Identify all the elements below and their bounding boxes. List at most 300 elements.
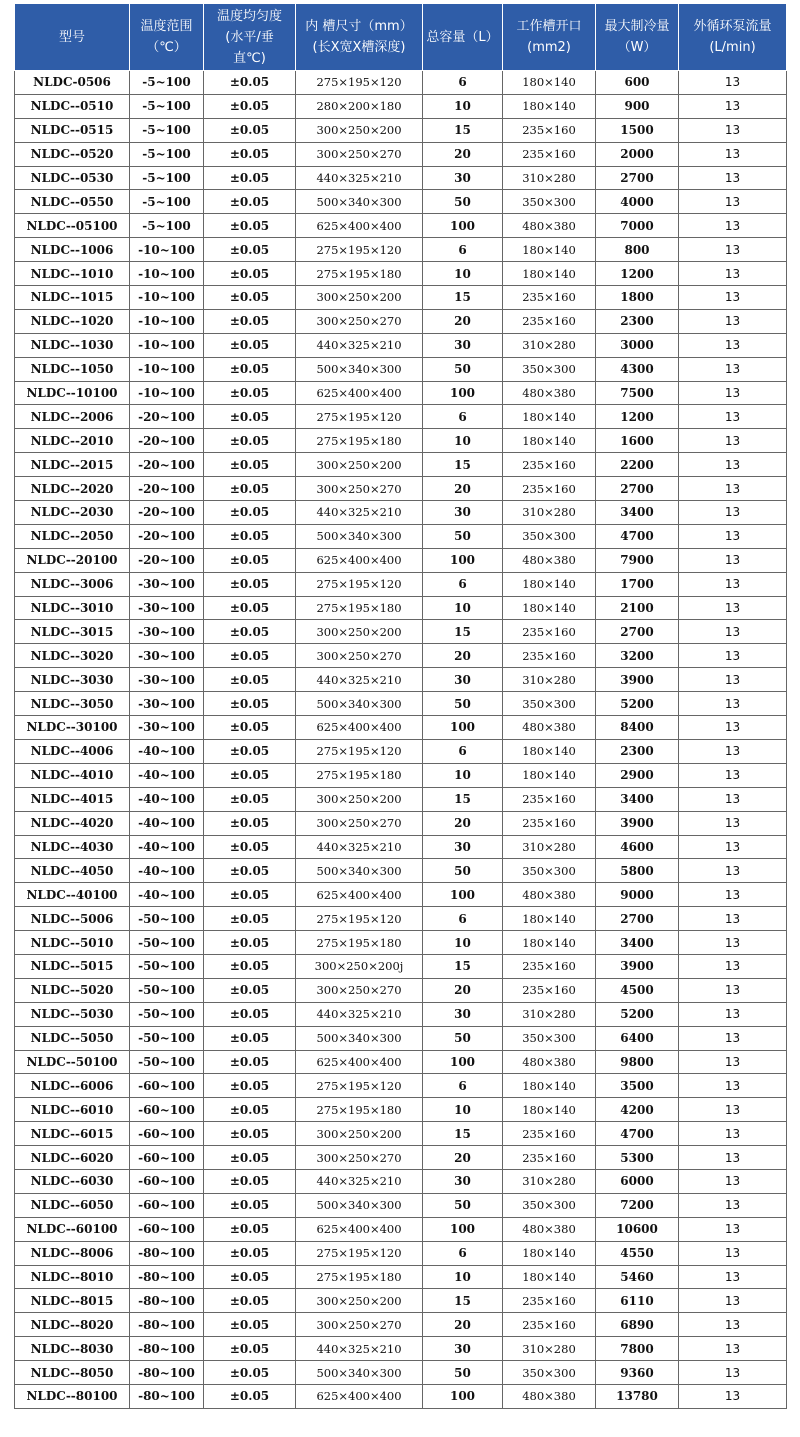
opening-cell: 480×380 [503,1384,596,1408]
capacity-cell: 15 [423,620,503,644]
inner-size-cell: 300×250×270 [296,309,423,333]
pump-flow-cell: 13 [679,1217,787,1241]
cooling-cell: 5300 [596,1146,679,1170]
inner-size-cell: 440×325×210 [296,1337,423,1361]
capacity-cell: 15 [423,1122,503,1146]
inner-size-cell: 275×195×180 [296,429,423,453]
inner-size-cell: 625×400×400 [296,548,423,572]
model-cell: NLDC--0510 [15,94,130,118]
pump-flow-cell: 13 [679,286,787,310]
inner-size-cell: 440×325×210 [296,501,423,525]
pump-flow-cell: 13 [679,1361,787,1385]
temp-range-cell: -20~100 [130,405,204,429]
table-body [15,71,787,1409]
cooling-cell: 2100 [596,596,679,620]
inner-size-cell: 500×340×300 [296,357,423,381]
table-row [15,429,787,453]
cooling-cell: 4550 [596,1241,679,1265]
opening-cell: 180×140 [503,94,596,118]
uniformity-cell: ±0.05 [204,309,296,333]
inner-size-cell: 440×325×210 [296,1169,423,1193]
cooling-cell: 2700 [596,907,679,931]
temp-range-cell: -80~100 [130,1313,204,1337]
temp-range-cell: -40~100 [130,763,204,787]
cooling-cell: 7500 [596,381,679,405]
uniformity-cell: ±0.05 [204,763,296,787]
opening-cell: 235×160 [503,1289,596,1313]
uniformity-cell: ±0.05 [204,214,296,238]
opening-cell: 235×160 [503,1313,596,1337]
temp-range-cell: -10~100 [130,262,204,286]
uniformity-cell: ±0.05 [204,1193,296,1217]
pump-flow-cell: 13 [679,859,787,883]
pump-flow-cell: 13 [679,429,787,453]
model-cell: NLDC--3050 [15,692,130,716]
pump-flow-cell: 13 [679,692,787,716]
opening-cell: 480×380 [503,214,596,238]
cooling-cell: 9800 [596,1050,679,1074]
uniformity-cell: ±0.05 [204,1337,296,1361]
capacity-cell: 30 [423,501,503,525]
cooling-cell: 3900 [596,811,679,835]
pump-flow-cell: 13 [679,1098,787,1122]
table-row [15,214,787,238]
uniformity-cell: ±0.05 [204,620,296,644]
table-row [15,1169,787,1193]
cooling-cell: 1700 [596,572,679,596]
model-cell: NLDC--4050 [15,859,130,883]
header-cooling [596,4,679,71]
inner-size-cell: 500×340×300 [296,1026,423,1050]
uniformity-cell: ±0.05 [204,238,296,262]
inner-size-cell: 275×195×180 [296,931,423,955]
model-cell: NLDC--1010 [15,262,130,286]
pump-flow-cell: 13 [679,954,787,978]
inner-size-cell: 625×400×400 [296,1050,423,1074]
table-row [15,1241,787,1265]
model-cell: NLDC--2015 [15,453,130,477]
inner-size-cell: 275×195×120 [296,1074,423,1098]
temp-range-cell: -50~100 [130,954,204,978]
capacity-cell: 15 [423,787,503,811]
temp-range-cell: -30~100 [130,596,204,620]
table-row [15,166,787,190]
pump-flow-cell: 13 [679,620,787,644]
uniformity-cell: ±0.05 [204,501,296,525]
uniformity-cell: ±0.05 [204,811,296,835]
table-row [15,763,787,787]
opening-cell: 235×160 [503,620,596,644]
table-header [15,4,787,71]
opening-cell: 235×160 [503,787,596,811]
table-row [15,620,787,644]
capacity-cell: 10 [423,763,503,787]
uniformity-cell: ±0.05 [204,477,296,501]
temp-range-cell: -30~100 [130,620,204,644]
header-row [15,4,787,71]
cooling-cell: 2700 [596,620,679,644]
model-cell: NLDC--2030 [15,501,130,525]
inner-size-cell: 440×325×210 [296,166,423,190]
inner-size-cell: 300×250×200j [296,954,423,978]
temp-range-cell: -40~100 [130,883,204,907]
inner-size-cell: 275×195×120 [296,907,423,931]
temp-range-cell: -10~100 [130,238,204,262]
model-cell: NLDC--1015 [15,286,130,310]
model-cell: NLDC--30100 [15,716,130,740]
opening-cell: 235×160 [503,954,596,978]
cooling-cell: 1600 [596,429,679,453]
capacity-cell: 10 [423,262,503,286]
temp-range-cell: -60~100 [130,1074,204,1098]
uniformity-cell: ±0.05 [204,978,296,1002]
temp-range-cell: -5~100 [130,190,204,214]
table-row [15,333,787,357]
opening-cell: 180×140 [503,238,596,262]
cooling-cell: 4600 [596,835,679,859]
header-cooling-line2: （W） [617,40,657,55]
uniformity-cell: ±0.05 [204,835,296,859]
pump-flow-cell: 13 [679,190,787,214]
capacity-cell: 50 [423,859,503,883]
cooling-cell: 900 [596,94,679,118]
uniformity-cell: ±0.05 [204,787,296,811]
capacity-cell: 50 [423,357,503,381]
inner-size-cell: 275×195×180 [296,1265,423,1289]
cooling-cell: 2700 [596,166,679,190]
temp-range-cell: -40~100 [130,859,204,883]
pump-flow-cell: 13 [679,572,787,596]
opening-cell: 180×140 [503,907,596,931]
temp-range-cell: -20~100 [130,501,204,525]
model-cell: NLDC--1050 [15,357,130,381]
header-temp-range-line2: （℃） [146,40,187,55]
model-cell: NLDC--60100 [15,1217,130,1241]
uniformity-cell: ±0.05 [204,429,296,453]
inner-size-cell: 440×325×210 [296,668,423,692]
uniformity-cell: ±0.05 [204,1265,296,1289]
temp-range-cell: -50~100 [130,978,204,1002]
capacity-cell: 100 [423,883,503,907]
pump-flow-cell: 13 [679,1289,787,1313]
model-cell: NLDC--2006 [15,405,130,429]
capacity-cell: 20 [423,644,503,668]
cooling-cell: 4300 [596,357,679,381]
table-row [15,1193,787,1217]
temp-range-cell: -50~100 [130,1002,204,1026]
header-opening [503,4,596,71]
header-pump-flow-line2: (L/min) [709,40,756,55]
inner-size-cell: 300×250×200 [296,1289,423,1313]
model-cell: NLDC--5006 [15,907,130,931]
temp-range-cell: -5~100 [130,71,204,95]
cooling-cell: 9000 [596,883,679,907]
cooling-cell: 2200 [596,453,679,477]
opening-cell: 180×140 [503,429,596,453]
opening-cell: 180×140 [503,931,596,955]
opening-cell: 235×160 [503,453,596,477]
opening-cell: 480×380 [503,716,596,740]
pump-flow-cell: 13 [679,405,787,429]
model-cell: NLDC--1020 [15,309,130,333]
pump-flow-cell: 13 [679,501,787,525]
capacity-cell: 6 [423,1241,503,1265]
temp-range-cell: -60~100 [130,1169,204,1193]
inner-size-cell: 275×195×120 [296,1241,423,1265]
opening-cell: 310×280 [503,1169,596,1193]
pump-flow-cell: 13 [679,1050,787,1074]
uniformity-cell: ±0.05 [204,190,296,214]
model-cell: NLDC--40100 [15,883,130,907]
inner-size-cell: 300×250×200 [296,1122,423,1146]
inner-size-cell: 625×400×400 [296,214,423,238]
spec-table-container [14,3,786,1409]
inner-size-cell: 500×340×300 [296,190,423,214]
cooling-cell: 1200 [596,405,679,429]
header-opening-line1: 工作槽开口 [516,19,582,34]
opening-cell: 180×140 [503,572,596,596]
table-row [15,692,787,716]
table-row [15,477,787,501]
inner-size-cell: 440×325×210 [296,333,423,357]
uniformity-cell: ±0.05 [204,1217,296,1241]
model-cell: NLDC--6050 [15,1193,130,1217]
opening-cell: 310×280 [503,835,596,859]
pump-flow-cell: 13 [679,142,787,166]
uniformity-cell: ±0.05 [204,716,296,740]
opening-cell: 480×380 [503,883,596,907]
opening-cell: 350×300 [503,1026,596,1050]
table-row [15,1002,787,1026]
pump-flow-cell: 13 [679,71,787,95]
cooling-cell: 6400 [596,1026,679,1050]
uniformity-cell: ±0.05 [204,333,296,357]
capacity-cell: 100 [423,381,503,405]
inner-size-cell: 300×250×270 [296,1313,423,1337]
model-cell: NLDC--4030 [15,835,130,859]
temp-range-cell: -80~100 [130,1289,204,1313]
capacity-cell: 30 [423,1169,503,1193]
model-cell: NLDC--2020 [15,477,130,501]
uniformity-cell: ±0.05 [204,1074,296,1098]
pump-flow-cell: 13 [679,1146,787,1170]
capacity-cell: 6 [423,907,503,931]
inner-size-cell: 275×195×180 [296,763,423,787]
model-cell: NLDC--6010 [15,1098,130,1122]
pump-flow-cell: 13 [679,835,787,859]
temp-range-cell: -5~100 [130,166,204,190]
opening-cell: 235×160 [503,811,596,835]
capacity-cell: 6 [423,71,503,95]
opening-cell: 180×140 [503,1074,596,1098]
capacity-cell: 30 [423,835,503,859]
capacity-cell: 20 [423,477,503,501]
model-cell: NLDC--0530 [15,166,130,190]
temp-range-cell: -50~100 [130,931,204,955]
temp-range-cell: -60~100 [130,1146,204,1170]
uniformity-cell: ±0.05 [204,907,296,931]
opening-cell: 350×300 [503,1193,596,1217]
model-cell: NLDC--5010 [15,931,130,955]
model-cell: NLDC--6015 [15,1122,130,1146]
temp-range-cell: -80~100 [130,1384,204,1408]
uniformity-cell: ±0.05 [204,405,296,429]
temp-range-cell: -20~100 [130,524,204,548]
uniformity-cell: ±0.05 [204,286,296,310]
cooling-cell: 4700 [596,1122,679,1146]
table-row [15,978,787,1002]
uniformity-cell: ±0.05 [204,381,296,405]
cooling-cell: 1500 [596,118,679,142]
cooling-cell: 1200 [596,262,679,286]
cooling-cell: 3200 [596,644,679,668]
model-cell: NLDC--05100 [15,214,130,238]
uniformity-cell: ±0.05 [204,1002,296,1026]
model-cell: NLDC--3030 [15,668,130,692]
cooling-cell: 2300 [596,309,679,333]
capacity-cell: 100 [423,214,503,238]
uniformity-cell: ±0.05 [204,859,296,883]
capacity-cell: 6 [423,572,503,596]
table-row [15,381,787,405]
pump-flow-cell: 13 [679,238,787,262]
inner-size-cell: 625×400×400 [296,1217,423,1241]
cooling-cell: 6890 [596,1313,679,1337]
inner-size-cell: 275×195×120 [296,739,423,763]
header-inner-size [296,4,423,71]
model-cell: NLDC--8010 [15,1265,130,1289]
header-opening-line2: (mm2) [527,40,571,55]
table-row [15,1217,787,1241]
model-cell: NLDC--4010 [15,763,130,787]
cooling-cell: 2900 [596,763,679,787]
temp-range-cell: -80~100 [130,1337,204,1361]
capacity-cell: 50 [423,1026,503,1050]
uniformity-cell: ±0.05 [204,1384,296,1408]
opening-cell: 310×280 [503,333,596,357]
uniformity-cell: ±0.05 [204,453,296,477]
inner-size-cell: 300×250×200 [296,787,423,811]
pump-flow-cell: 13 [679,381,787,405]
capacity-cell: 100 [423,1384,503,1408]
cooling-cell: 7000 [596,214,679,238]
cooling-cell: 4200 [596,1098,679,1122]
table-row [15,71,787,95]
capacity-cell: 15 [423,286,503,310]
inner-size-cell: 440×325×210 [296,835,423,859]
temp-range-cell: -40~100 [130,739,204,763]
opening-cell: 180×140 [503,739,596,763]
temp-range-cell: -60~100 [130,1098,204,1122]
capacity-cell: 100 [423,1217,503,1241]
inner-size-cell: 500×340×300 [296,1361,423,1385]
pump-flow-cell: 13 [679,811,787,835]
opening-cell: 350×300 [503,692,596,716]
opening-cell: 310×280 [503,166,596,190]
table-row [15,1026,787,1050]
opening-cell: 180×140 [503,1241,596,1265]
uniformity-cell: ±0.05 [204,883,296,907]
cooling-cell: 5200 [596,692,679,716]
temp-range-cell: -40~100 [130,835,204,859]
header-model [15,4,130,71]
pump-flow-cell: 13 [679,883,787,907]
uniformity-cell: ±0.05 [204,1146,296,1170]
uniformity-cell: ±0.05 [204,1169,296,1193]
inner-size-cell: 300×250×270 [296,978,423,1002]
model-cell: NLDC--5050 [15,1026,130,1050]
header-uniformity-line2: (水平/垂 [225,29,274,45]
temp-range-cell: -30~100 [130,644,204,668]
model-cell: NLDC--50100 [15,1050,130,1074]
inner-size-cell: 300×250×270 [296,811,423,835]
uniformity-cell: ±0.05 [204,954,296,978]
table-row [15,524,787,548]
cooling-cell: 3900 [596,668,679,692]
capacity-cell: 50 [423,190,503,214]
uniformity-cell: ±0.05 [204,1361,296,1385]
capacity-cell: 15 [423,118,503,142]
uniformity-cell: ±0.05 [204,1289,296,1313]
temp-range-cell: -5~100 [130,94,204,118]
capacity-cell: 6 [423,739,503,763]
pump-flow-cell: 13 [679,333,787,357]
table-row [15,1074,787,1098]
capacity-cell: 10 [423,94,503,118]
pump-flow-cell: 13 [679,787,787,811]
opening-cell: 235×160 [503,142,596,166]
temp-range-cell: -20~100 [130,453,204,477]
opening-cell: 350×300 [503,859,596,883]
cooling-cell: 5200 [596,1002,679,1026]
table-row [15,1050,787,1074]
model-cell: NLDC--3020 [15,644,130,668]
table-row [15,644,787,668]
table-row [15,405,787,429]
header-model-label: 型号 [58,29,85,45]
temp-range-cell: -50~100 [130,1050,204,1074]
table-row [15,142,787,166]
capacity-cell: 15 [423,954,503,978]
uniformity-cell: ±0.05 [204,692,296,716]
uniformity-cell: ±0.05 [204,548,296,572]
pump-flow-cell: 13 [679,214,787,238]
temp-range-cell: -10~100 [130,381,204,405]
capacity-cell: 50 [423,692,503,716]
opening-cell: 350×300 [503,357,596,381]
uniformity-cell: ±0.05 [204,1050,296,1074]
capacity-cell: 30 [423,668,503,692]
pump-flow-cell: 13 [679,1122,787,1146]
temp-range-cell: -10~100 [130,357,204,381]
table-row [15,907,787,931]
table-row [15,596,787,620]
table-row [15,1122,787,1146]
header-inner-size-line2: (长X宽X槽深度) [312,40,406,55]
pump-flow-cell: 13 [679,1026,787,1050]
cooling-cell: 7900 [596,548,679,572]
cooling-cell: 7800 [596,1337,679,1361]
uniformity-cell: ±0.05 [204,1026,296,1050]
capacity-cell: 50 [423,524,503,548]
capacity-cell: 100 [423,1050,503,1074]
table-row [15,572,787,596]
cooling-cell: 600 [596,71,679,95]
opening-cell: 310×280 [503,501,596,525]
opening-cell: 350×300 [503,190,596,214]
table-row [15,238,787,262]
inner-size-cell: 280×200×180 [296,94,423,118]
